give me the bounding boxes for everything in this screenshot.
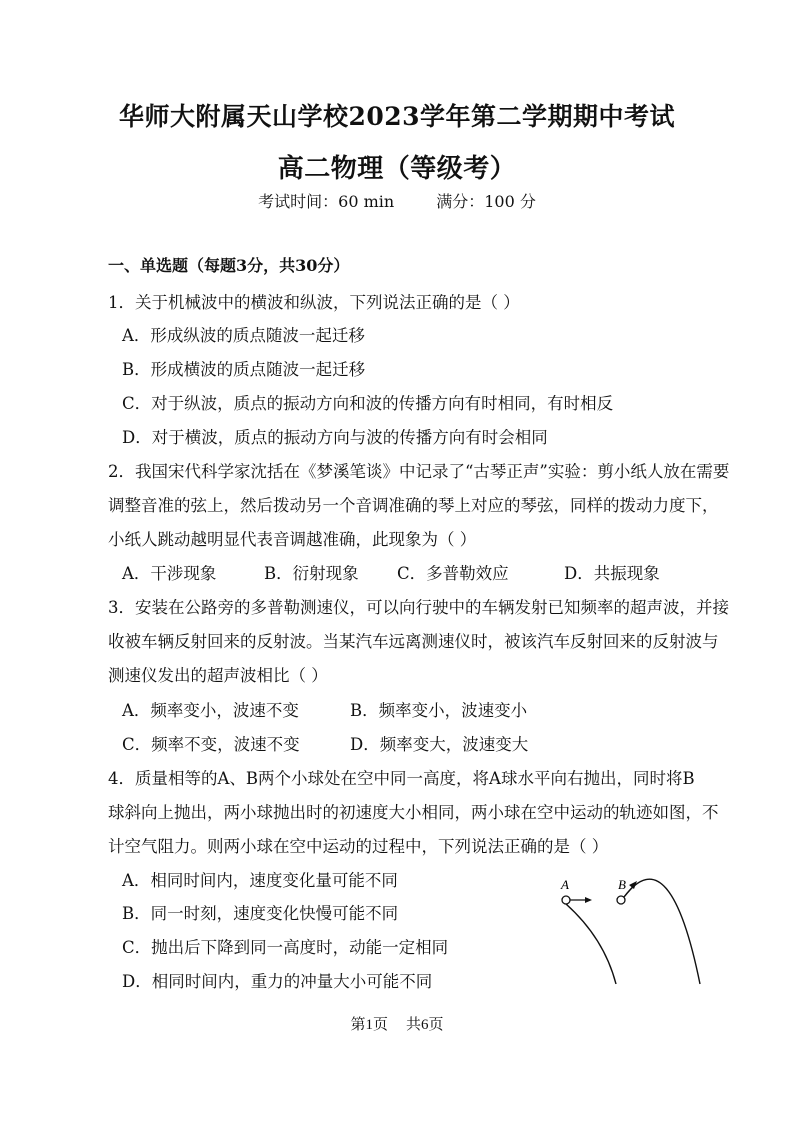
q3-option-d: D．频率变大，波速变大 — [350, 735, 529, 754]
q3-line-3: 测速仪发出的超声波相比（ ） — [108, 666, 328, 685]
page-total: 共6页 — [406, 1017, 444, 1033]
exam-info — [0, 189, 794, 212]
q3-options-row-2 — [122, 731, 528, 755]
section-heading: 一、单选题（每题3分，共30分） — [108, 256, 350, 275]
q2-option-d: D．共振现象 — [564, 564, 660, 583]
q4-option-c: C．抛出后下降到同一高度时，动能一定相同 — [122, 938, 449, 957]
q3-option-a: A．频率变小，波速不变 — [122, 701, 299, 720]
q4-option-d: D．相同时间内，重力的冲量大小可能不同 — [122, 972, 433, 991]
exam-title: 华师大附属天山学校2023学年第二学期期中考试 — [118, 102, 676, 131]
q3-option-c: C．频率不变，波速不变 — [122, 735, 300, 754]
q2-option-b: B．衍射现象 — [264, 564, 359, 583]
q3-option-b: B．频率变小，波速变小 — [350, 701, 528, 720]
ball-b-trajectory — [624, 879, 700, 984]
q2-option-c: C．多普勒效应 — [397, 564, 509, 583]
q2-line-3: 小纸人跳动越明显代表音调越准确，此现象为（ ） — [108, 530, 477, 549]
q1-option-c: C．对于纵波，质点的振动方向和波的传播方向有时相同，有时相反 — [122, 394, 614, 413]
q3-line-1: 3．安装在公路旁的多普勒测速仪，可以向行驶中的车辆发射已知频率的超声波，并接 — [108, 598, 729, 617]
trajectory-diagram — [548, 870, 728, 990]
ball-a-label: A — [561, 877, 569, 892]
ball-b — [617, 896, 625, 904]
q2-options — [122, 560, 660, 584]
q1-option-b: B．形成横波的质点随波一起迁移 — [122, 360, 366, 379]
page-number: 第1页 — [350, 1017, 388, 1033]
q4-option-a: A．相同时间内，速度变化量可能不同 — [122, 871, 398, 890]
q4-line-2: 球斜向上抛出，两小球抛出时的初速度大小相同，两小球在空中运动的轨迹如图，不 — [108, 803, 719, 822]
q4-option-b: B．同一时刻，速度变化快慢可能不同 — [122, 904, 399, 923]
ball-b-label: B — [618, 877, 626, 892]
exam-score: 满分：100 分 — [436, 192, 536, 211]
q3-line-2: 收被车辆反射回来的反射波。当某汽车远离测速仪时，被该汽车反射回来的反射波与 — [108, 632, 719, 651]
ball-a-arrowhead — [585, 897, 592, 903]
q1-stem: 1．关于机械波中的横波和纵波，下列说法正确的是（ ） — [108, 293, 520, 312]
q2-option-a: A．干涉现象 — [122, 564, 217, 583]
q2-line-1: 2．我国宋代科学家沈括在《梦溪笔谈》中记录了“古琴正声”实验：剪小纸人放在需要 — [108, 462, 730, 481]
q2-line-2: 调整音准的弦上，然后拨动另一个音调准确的琴上对应的琴弦，同样的拨动力度下， — [108, 496, 719, 515]
exam-subtitle: 高二物理（等级考） — [277, 154, 517, 184]
q4-line-3: 计空气阻力。则两小球在空中运动的过程中，下列说法正确的是（ ） — [108, 837, 609, 856]
q1-option-a: A．形成纵波的质点随波一起迁移 — [122, 326, 365, 345]
exam-time: 考试时间：60 min — [258, 192, 395, 211]
q4-line-1: 4．质量相等的A、B两个小球处在空中同一高度，将A球水平向右抛出，同时将B — [108, 769, 695, 788]
ball-a-trajectory — [566, 904, 616, 984]
ball-a — [562, 896, 570, 904]
q3-options-row-1 — [122, 697, 527, 721]
page-footer — [0, 1013, 794, 1034]
q1-option-d: D．对于横波，质点的振动方向与波的传播方向有时会相同 — [122, 428, 548, 447]
